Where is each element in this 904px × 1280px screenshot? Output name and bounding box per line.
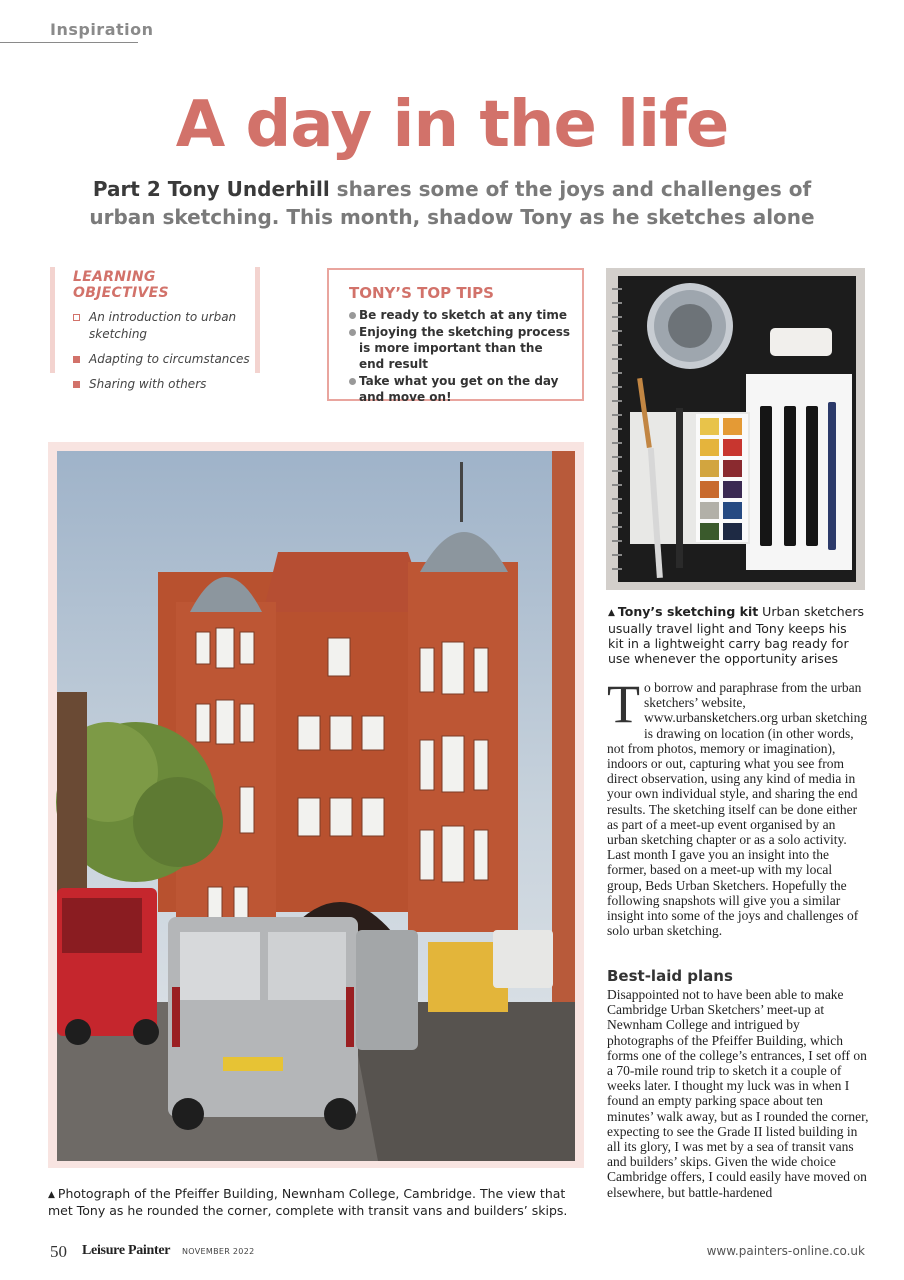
- subhead: Best-laid plans: [607, 967, 733, 985]
- body-paragraph-1: [607, 674, 869, 939]
- learning-objective-text: An introduction to urban sketching: [89, 310, 237, 341]
- body-paragraph-2: Disappointed not to have been able to make Cambridge Urban Sketchers’ meet-up at Newnham College and intrigued by photographs of the Pfeiffer Building, which forms one of the college’s entrances, I set off on a 70-mile round trip to sketch it a couple of weeks later. I thought my luck was in when I found an empty parking space about ten minutes’ walk away, but as I rounded the corner, expecting to see the Grade II listed building in all its glory, I was met by a sea of transit vans and builders’ skips. Given the wide choice Cambridge offers, I could easily have moved on elsewhere, but battle-hardened: [607, 987, 869, 1200]
- page-number: 50: [50, 1242, 67, 1261]
- learning-objectives-list: [73, 309, 255, 393]
- magazine-name: Leisure Painter: [82, 1243, 171, 1258]
- standfirst-text: shares some of the joys and challenges of urban sketching. This month, shadow Tony as he sketches alone: [89, 177, 815, 229]
- sketching-kit-illustration: [606, 268, 865, 590]
- section-rule: [0, 42, 138, 43]
- building-illustration: [48, 442, 584, 1168]
- sketching-kit-photo: [606, 268, 865, 590]
- bullet-square-icon: [73, 314, 80, 321]
- learning-objective-text: Adapting to circumstances: [89, 352, 250, 366]
- top-tips-list: [349, 307, 572, 405]
- caption-triangle-icon: ▲: [608, 608, 615, 618]
- kit-caption-text: Urban sketchers usually travel light and Tony keeps his kit in a lightweight carry bag ready for use whenever the opportunity arises: [608, 604, 864, 666]
- learning-objective-item: [73, 376, 255, 393]
- main-caption-text: Photograph of the Pfeiffer Building, Newnham College, Cambridge. The view that met Tony as he rounded the corner, complete with transit vans and builders’ skips.: [48, 1186, 568, 1218]
- top-tips-title: TONY’S TOP TIPS: [349, 284, 494, 302]
- bullet-square-icon: [73, 381, 80, 388]
- body-paragraph-1-text: o borrow and paraphrase from the urban sketchers’ website, www.urbansketchers.org urban sketching is drawing on location (in other words, not from photos, memory or imagination), indoors or out, capturing what you see from direct observation, using any kind of media in your own individual style, and sharing the end results. The sketching itself can be done either as part of a meet-up event organised by an urban sketching chapter or as a solo activity. Last month I gave you an insight into the former, based on a meet-up with my local group, Beds Urban Sketchers. Hopefully the following snapshots will give you a similar insight into some of the joys and challenges of solo urban sketching.: [607, 680, 868, 939]
- learning-objectives-box: [50, 267, 260, 391]
- bullet-square-icon: [73, 356, 80, 363]
- tip-item: [349, 324, 572, 372]
- caption-triangle-icon: ▲: [48, 1190, 55, 1200]
- pfeiffer-building-photo: [48, 442, 584, 1168]
- website-link[interactable]: www.painters-online.co.uk: [706, 1244, 865, 1258]
- issue-date: NOVEMBER 2022: [182, 1247, 255, 1256]
- standfirst-lead: Part 2 Tony Underhill: [92, 177, 330, 201]
- bullet-dot-icon: [349, 312, 356, 319]
- learning-objectives-title: LEARNING OBJECTIVES: [73, 269, 169, 301]
- learning-objective-item: [73, 309, 255, 343]
- main-photo-caption: [48, 1186, 568, 1218]
- kit-photo-caption: [608, 604, 866, 666]
- learning-objective-item: [73, 351, 255, 368]
- kit-caption-lead: Tony’s sketching kit: [617, 604, 759, 619]
- tip-text: Enjoying the sketching process is more important than the end result: [359, 325, 570, 371]
- bullet-dot-icon: [349, 329, 356, 336]
- standfirst: [80, 175, 824, 231]
- bullet-dot-icon: [349, 378, 356, 385]
- tip-text: Be ready to sketch at any time: [359, 308, 568, 322]
- top-tips-box: [327, 268, 584, 404]
- headline: A day in the life: [175, 88, 729, 162]
- tip-item: [349, 307, 572, 323]
- drop-cap: T: [607, 674, 640, 734]
- tip-text: Take what you get on the day and move on!: [359, 374, 559, 404]
- learning-objective-text: Sharing with others: [89, 377, 207, 391]
- tip-item: [349, 373, 572, 405]
- section-tag: Inspiration: [50, 20, 154, 39]
